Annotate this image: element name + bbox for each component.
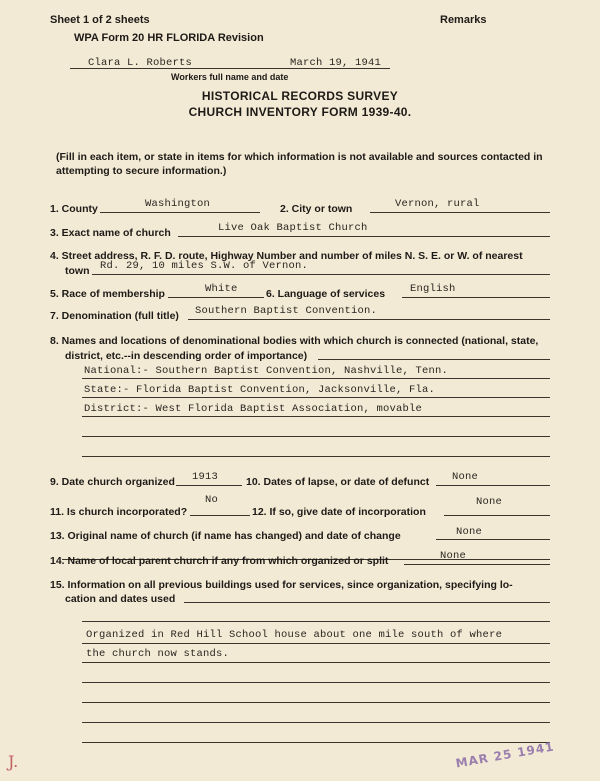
title-1: HISTORICAL RECORDS SURVEY [201, 89, 399, 103]
q4-value: Rd. 29, 10 miles S.W. of Vernon. [100, 260, 309, 272]
q6-value: English [410, 283, 456, 295]
corner-mark: J. [8, 752, 19, 771]
q12-line [444, 515, 550, 516]
q11-line [190, 515, 250, 516]
title-2: CHURCH INVENTORY FORM 1939-40. [188, 105, 412, 119]
q15-answer-1: Organized in Red Hill School house about one mile south of where [86, 629, 503, 641]
q8-line-1 [82, 378, 550, 379]
q8-label-2: district, etc.--in descending order of importance) [65, 350, 308, 362]
q14-value: None [440, 550, 467, 562]
instructions-line-2: attempting to secure information.) [56, 165, 227, 177]
q8-national: National:- Southern Baptist Convention, Nashville, Tenn. [84, 365, 449, 377]
q15-label-2: cation and dates used [65, 593, 176, 605]
q8-line-0 [318, 359, 550, 360]
q13-value: None [456, 526, 483, 538]
q9-label: 9. Date church organized [50, 476, 175, 488]
q8-line-2 [82, 397, 550, 398]
sheet-number: Sheet 1 of 2 sheets [50, 14, 150, 26]
q15-line-5 [82, 702, 550, 703]
q4-label-1: 4. Street address, R. F. D. route, Highway Number and number of miles N. S. E. or W. of nearest [50, 250, 523, 262]
q8-line-5 [82, 456, 550, 457]
q4-label-2: town [65, 265, 90, 277]
q15-answer-2: the church now stands. [86, 648, 230, 660]
q14-line [404, 564, 550, 565]
q6-label: 6. Language of services [266, 288, 386, 300]
q10-label: 10. Dates of lapse, or date of defunct [246, 476, 430, 488]
q9-value: 1913 [192, 471, 219, 483]
q15-line-7 [82, 742, 550, 743]
worker-line [70, 68, 390, 69]
q1-line [100, 212, 260, 213]
q13-line [436, 539, 550, 540]
q7-line [188, 319, 550, 320]
q15-line-1 [82, 621, 550, 622]
q5-label: 5. Race of membership [50, 288, 165, 300]
q6-line [402, 297, 550, 298]
form-id: WPA Form 20 HR FLORIDA Revision [74, 32, 264, 44]
q7-value: Southern Baptist Convention. [195, 305, 378, 317]
worker-caption: Workers full name and date [171, 72, 289, 82]
q10-value: None [452, 471, 479, 483]
instructions-line-1: (Fill in each item, or state in items for which information is not available and sources contacted in [56, 151, 543, 163]
q12-label: 12. If so, give date of incorporation [252, 506, 426, 518]
q3-value: Live Oak Baptist Church [218, 222, 368, 234]
q2-line [370, 212, 550, 213]
q5-value: White [205, 283, 238, 295]
worker-name: Clara L. Roberts [88, 57, 193, 69]
q8-state: State:- Florida Baptist Convention, Jacksonville, Fla. [84, 384, 436, 396]
q11-value: No [205, 494, 219, 506]
q8-district: District:- West Florida Baptist Association, movable [84, 403, 423, 415]
q12-value: None [476, 496, 503, 508]
worker-date: March 19, 1941 [290, 57, 382, 69]
received-date-stamp: MAR 25 1941 [454, 739, 556, 771]
q15-line-6 [82, 722, 550, 723]
q2-value: Vernon, rural [395, 198, 480, 210]
q13-label: 13. Original name of church (if name has changed) and date of change [50, 530, 401, 542]
q9-line [176, 485, 242, 486]
q1-value: Washington [145, 198, 211, 210]
q2-label: 2. City or town [280, 203, 353, 215]
q11-label: 11. Is church incorporated? [50, 506, 188, 518]
q3-line [178, 236, 550, 237]
q7-label: 7. Denomination (full title) [50, 310, 179, 322]
q14-label: 14. Name of local parent church if any from which organized or split [50, 555, 389, 567]
q5-line [168, 297, 264, 298]
q10-line [436, 485, 550, 486]
q15-line-2 [82, 643, 550, 644]
q15-line-3 [82, 662, 550, 663]
q8-line-3 [82, 416, 550, 417]
q15-label-1: 15. Information on all previous buildings used for services, since organization, specifying lo- [50, 579, 513, 591]
remarks-label: Remarks [440, 14, 487, 26]
q15-line-4 [82, 682, 550, 683]
q8-line-4 [82, 436, 550, 437]
q1-label: 1. County [50, 203, 98, 215]
q3-label: 3. Exact name of church [50, 227, 171, 239]
q8-label-1: 8. Names and locations of denominational bodies with which church is connected (national, state, [50, 335, 539, 347]
q4-line [92, 274, 550, 275]
q15-line-0 [184, 602, 550, 603]
